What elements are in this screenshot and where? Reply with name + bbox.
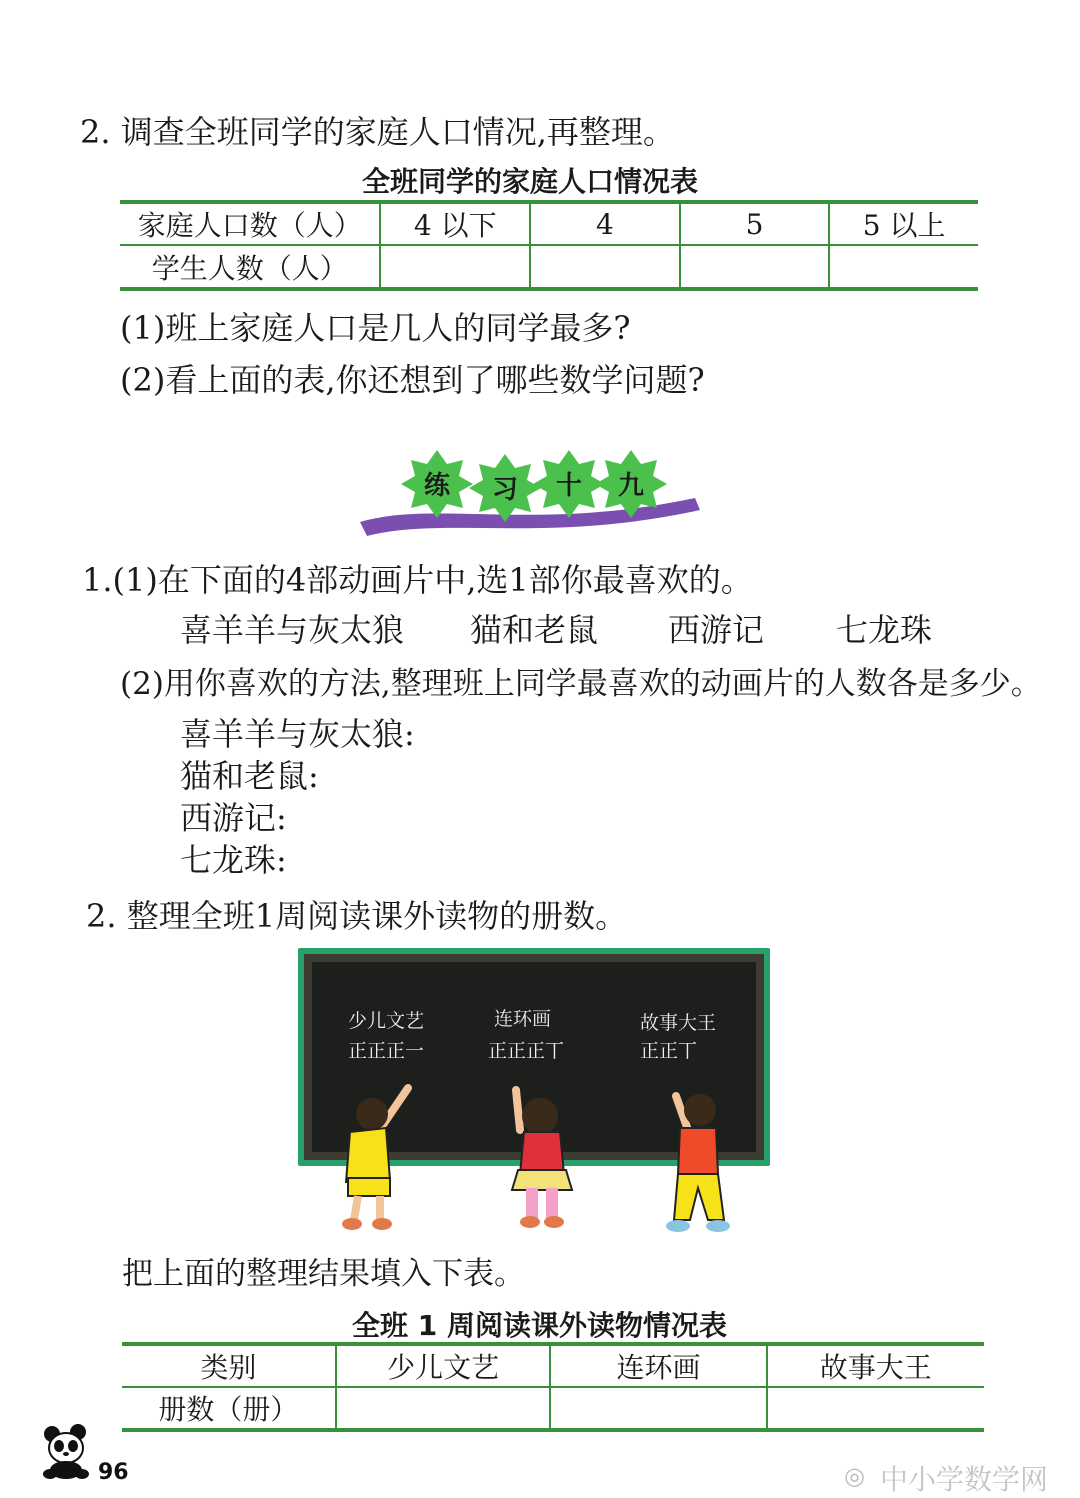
reading-cell-literature[interactable] xyxy=(336,1387,550,1430)
watermark-text: 中小学数学网 xyxy=(880,1463,1049,1496)
exercise-2-heading: 2. 整理全班1周阅读课外读物的册数。 xyxy=(86,897,628,935)
exercise-1-sub1: 1.(1)在下面的4部动画片中,选1部你最喜欢的。 xyxy=(82,561,753,599)
family-row-label: 学生人数（人） xyxy=(120,245,380,289)
answer-line-3: 西游记: xyxy=(180,799,287,837)
board-category-3: 故事大王 xyxy=(640,1012,717,1034)
answer-line-1: 喜羊羊与灰太狼: xyxy=(180,715,415,753)
question-2-sub2: (2)看上面的表,你还想到了哪些数学问题? xyxy=(120,361,705,399)
banner-char-1: 练 xyxy=(423,471,451,501)
board-category-2: 连环画 xyxy=(494,1008,552,1030)
child-right xyxy=(666,1094,730,1232)
reading-cell-comics[interactable] xyxy=(550,1387,766,1430)
family-cell-under4[interactable] xyxy=(380,245,530,289)
reading-header-category: 类别 xyxy=(122,1344,336,1387)
family-population-table xyxy=(120,200,978,291)
family-cell-4[interactable] xyxy=(530,245,680,289)
children-illustration xyxy=(320,1070,740,1240)
family-header-label: 家庭人口数（人） xyxy=(120,202,380,245)
family-header-5: 5 xyxy=(680,202,830,245)
reading-row-label: 册数（册） xyxy=(122,1387,336,1430)
page-number: 96 xyxy=(98,1460,129,1485)
child-middle xyxy=(512,1090,572,1228)
board-category-1: 少儿文艺 xyxy=(348,1010,425,1032)
board-tally-1: 正正正一 xyxy=(348,1040,425,1062)
banner-char-3: 十 xyxy=(555,471,583,501)
family-cell-over5[interactable] xyxy=(829,245,978,289)
question-2-heading: 2. 调查全班同学的家庭人口情况,再整理。 xyxy=(80,113,675,151)
cartoon-option-1: 喜羊羊与灰太狼 xyxy=(180,611,405,649)
reading-table xyxy=(122,1342,984,1432)
banner-char-4: 九 xyxy=(617,471,645,501)
family-header-under4: 4 以下 xyxy=(380,202,530,245)
family-cell-5[interactable] xyxy=(680,245,830,289)
fill-table-instruction: 把上面的整理结果填入下表。 xyxy=(122,1256,525,1292)
wechat-icon: ◎ xyxy=(844,1462,865,1490)
cartoon-option-3: 西游记 xyxy=(668,611,765,649)
reading-header-literature: 少儿文艺 xyxy=(336,1344,550,1387)
family-header-4: 4 xyxy=(530,202,680,245)
board-tally-2: 正正正丅 xyxy=(488,1040,565,1062)
family-table-title: 全班同学的家庭人口情况表 xyxy=(362,165,699,198)
answer-line-2: 猫和老鼠: xyxy=(180,757,319,795)
answer-line-4: 七龙珠: xyxy=(180,841,287,879)
panda-icon xyxy=(40,1424,92,1480)
exercise-1-sub2: (2)用你喜欢的方法,整理班上同学最喜欢的动画片的人数各是多少。 xyxy=(120,666,1042,702)
cartoon-option-2: 猫和老鼠 xyxy=(470,611,599,649)
banner-char-2: 习 xyxy=(491,475,519,505)
board-tally-3: 正正丅 xyxy=(640,1040,698,1062)
exercise-banner xyxy=(355,440,715,540)
reading-header-comics: 连环画 xyxy=(550,1344,766,1387)
reading-table-title: 全班 1 周阅读课外读物情况表 xyxy=(352,1309,727,1342)
reading-cell-stories[interactable] xyxy=(767,1387,984,1430)
child-left xyxy=(342,1088,408,1230)
question-2-sub1: (1)班上家庭人口是几人的同学最多? xyxy=(120,309,631,347)
reading-header-stories: 故事大王 xyxy=(767,1344,984,1387)
family-header-over5: 5 以上 xyxy=(829,202,978,245)
cartoon-option-4: 七龙珠 xyxy=(836,611,933,649)
